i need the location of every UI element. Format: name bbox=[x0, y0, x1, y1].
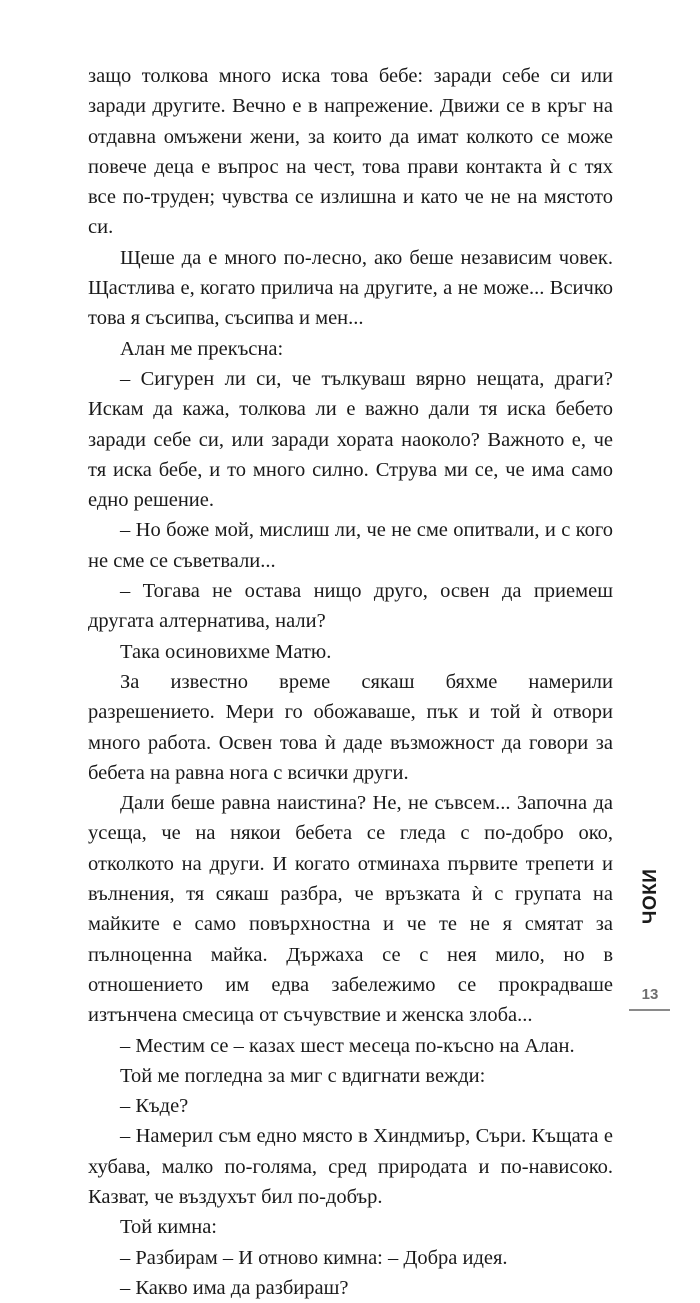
page-number: 13 bbox=[641, 986, 659, 1003]
paragraph: Алан ме прекъсна: bbox=[120, 337, 284, 360]
paragraph: – Какво има да разбираш? bbox=[120, 1276, 349, 1299]
paragraph: – Сигурен ли си, че тълкуваш вярно нещата, драги? Искам да кажа, толкова ли е важно дали тя иска бебето заради себе си, или заради хората наоколо? Важното е, че тя иска бебе, и то много силно. Струва ми се, че има само едно решение. bbox=[88, 367, 613, 512]
paragraph: За известно време сякаш бяхме намерили разрешението. Мери го обожаваше, пък и той ѝ отвори много работа. Освен това ѝ даде възможност да говори за бебета на равна нога с всички други. bbox=[88, 670, 613, 784]
paragraph: – Намерил съм едно място в Хиндмиър, Съри. Къщата е хубава, малко по-голяма, сред природата и по-нависоко. Казват, че въздухът бил по-добър. bbox=[88, 1125, 613, 1208]
paragraph: – Местим се – казах шест месеца по-късно на Алан. bbox=[120, 1034, 575, 1057]
running-title: ЧОКИ bbox=[640, 868, 661, 924]
paragraph: Щеше да е много по-лесно, ако беше независим човек. Щастлива е, когато прилича на другите, а не може... Всичко това я съсипва, съсипва и мен... bbox=[88, 246, 613, 330]
paragraph: – Разбирам – И отново кимна: – Добра идея. bbox=[120, 1246, 508, 1269]
paragraph: – Но боже мой, мислиш ли, че не сме опитвали, и с кого не сме се съветвали... bbox=[88, 519, 613, 572]
paragraph: Той кимна: bbox=[120, 1216, 217, 1239]
paragraph: Така осиновихме Матю. bbox=[120, 640, 332, 663]
page-number-rule bbox=[629, 1009, 670, 1011]
paragraph: Дали беше равна наистина? Не, не съвсем... Започна да усеща, че на някои бебета се гледа с по-добро око, отколкото на други. И когато отминаха първите трепети и вълнения, тя сякаш разбра, че връзката ѝ с групата на майките е само повърхностна и че те не я смятат за пълноценна майка. Държаха се с нея мило, но в отношението им едва забележимо се прокрадваше изтънчена смесица от съчувствие и женска злоба... bbox=[88, 792, 613, 1027]
paragraph: – Тогава не остава нищо друго, освен да приемеш другата алтернатива, нали? bbox=[88, 580, 613, 633]
paragraph: защо толкова много иска това бебе: заради себе си или заради другите. Вечно е в напрежение. Движи се в кръг на отдавна омъжени жени, за които да имат колкото се може повече деца е въпрос на чест, това прави контакта ѝ с тях все по-труден; чувства се излишна и като че не на мястото си. bbox=[88, 65, 613, 239]
body-text bbox=[88, 61, 613, 1303]
paragraph: Той ме погледна за миг с вдигнати вежди: bbox=[120, 1064, 486, 1087]
paragraph: – Къде? bbox=[120, 1095, 189, 1118]
